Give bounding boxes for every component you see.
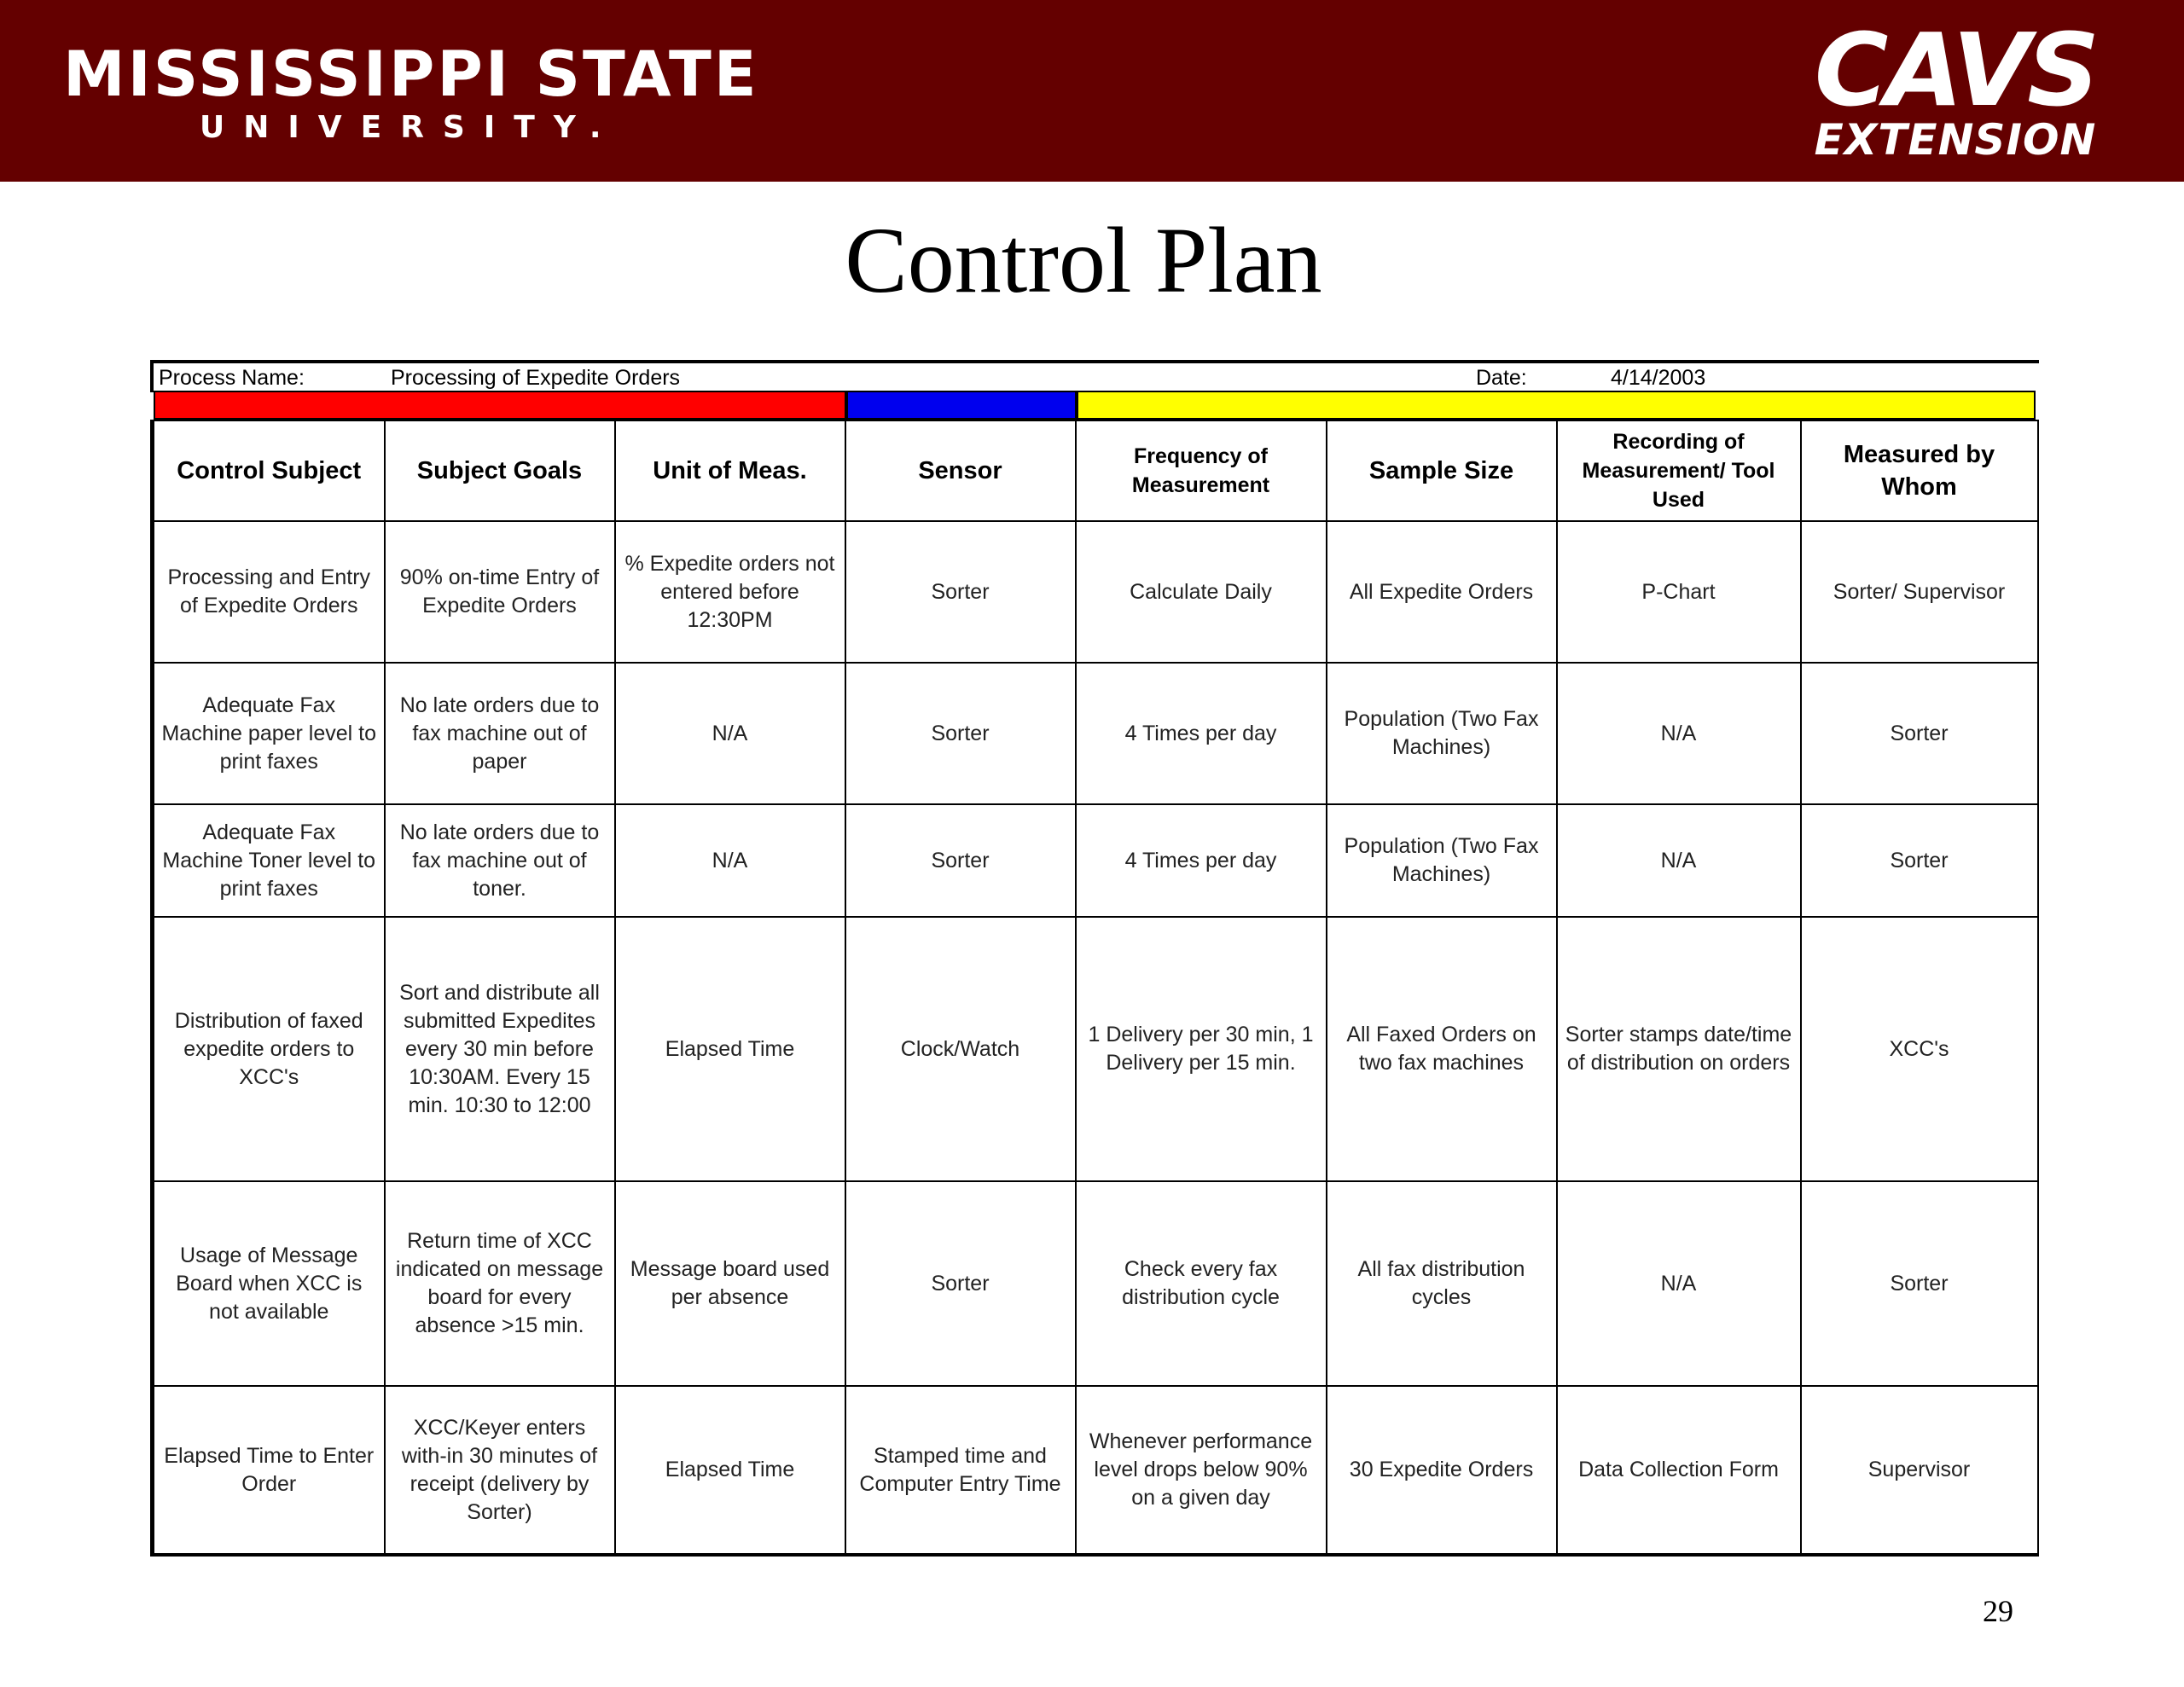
table-row — [153, 1181, 2038, 1386]
red-section-stripe — [154, 391, 846, 420]
cell-unit-of-meas: Message board used per absence — [615, 1181, 845, 1386]
process-name-value: Processing of Expedite Orders — [391, 366, 681, 390]
cell-sample-size: 30 Expedite Orders — [1327, 1386, 1557, 1555]
cell-unit-of-meas: N/A — [615, 804, 845, 917]
col-header-sample-size: Sample Size — [1327, 420, 1557, 521]
cell-sensor: Sorter — [845, 804, 1076, 917]
cell-sample-size: Population (Two Fax Machines) — [1327, 663, 1557, 804]
cell-frequency: Check every fax distribution cycle — [1076, 1181, 1327, 1386]
cell-sample-size: All Expedite Orders — [1327, 521, 1557, 663]
col-header-sensor: Sensor — [845, 420, 1076, 521]
col-header-frequency: Frequency of Measurement — [1076, 420, 1327, 521]
cavs-logo-line1: CAVS — [1814, 11, 2097, 129]
col-header-subject-goals: Subject Goals — [385, 420, 615, 521]
cell-sample-size: Population (Two Fax Machines) — [1327, 804, 1557, 917]
date-label: Date: — [1476, 366, 1527, 390]
cell-measured-by: Sorter — [1801, 663, 2038, 804]
page-number: 29 — [1983, 1594, 2013, 1628]
table-header-row — [153, 420, 2038, 521]
page-title: Control Plan — [845, 208, 1322, 312]
cell-unit-of-meas: N/A — [615, 663, 845, 804]
cell-subject-goals: Sort and distribute all submitted Expedites every 30 min before 10:30AM. Every 15 min. 10:30 to 12:00 — [385, 917, 615, 1181]
cell-measured-by: Sorter/ Supervisor — [1801, 521, 2038, 663]
msu-logo — [63, 38, 759, 147]
blue-section-stripe — [846, 391, 1077, 420]
cell-frequency: 4 Times per day — [1076, 804, 1327, 917]
cell-sample-size: All fax distribution cycles — [1327, 1181, 1557, 1386]
col-header-measured-by: Measured by Whom — [1801, 420, 2038, 521]
cell-sensor: Sorter — [845, 1181, 1076, 1386]
cell-subject-goals: Return time of XCC indicated on message board for every absence >15 min. — [385, 1181, 615, 1386]
cell-sensor: Stamped time and Computer Entry Time — [845, 1386, 1076, 1555]
cavs-logo-line2: EXTENSION — [1814, 115, 2097, 165]
cell-measured-by: Sorter — [1801, 1181, 2038, 1386]
cell-recording: P-Chart — [1557, 521, 1801, 663]
table-row — [153, 917, 2038, 1181]
msu-logo-line2: UNIVERSITY. — [200, 110, 620, 145]
cell-subject-goals: 90% on-time Entry of Expedite Orders — [385, 521, 615, 663]
cell-frequency: 4 Times per day — [1076, 663, 1327, 804]
cell-subject-goals: No late orders due to fax machine out of paper — [385, 663, 615, 804]
cell-subject-goals: No late orders due to fax machine out of toner. — [385, 804, 615, 917]
cell-sample-size: All Faxed Orders on two fax machines — [1327, 917, 1557, 1181]
cell-measured-by: Sorter — [1801, 804, 2038, 917]
cell-recording: N/A — [1557, 804, 1801, 917]
table-row — [153, 663, 2038, 804]
cell-control-subject: Adequate Fax Machine Toner level to print faxes — [153, 804, 385, 917]
cell-control-subject: Processing and Entry of Expedite Orders — [153, 521, 385, 663]
cell-control-subject: Distribution of faxed expedite orders to XCC's — [153, 917, 385, 1181]
cell-unit-of-meas: % Expedite orders not entered before 12:30PM — [615, 521, 845, 663]
col-header-recording: Recording of Measurement/ Tool Used — [1557, 420, 1801, 521]
cell-control-subject: Elapsed Time to Enter Order — [153, 1386, 385, 1555]
table-row — [153, 804, 2038, 917]
cell-recording: N/A — [1557, 1181, 1801, 1386]
cavs-logo — [1768, 11, 2143, 165]
cell-measured-by: Supervisor — [1801, 1386, 2038, 1555]
table-row — [153, 1386, 2038, 1555]
yellow-section-stripe — [1077, 391, 2036, 420]
table-row — [153, 521, 2038, 663]
cell-recording: Data Collection Form — [1557, 1386, 1801, 1555]
cell-sensor: Sorter — [845, 663, 1076, 804]
control-plan-table — [150, 420, 2039, 1557]
cell-unit-of-meas: Elapsed Time — [615, 917, 845, 1181]
date-value: 4/14/2003 — [1611, 366, 1706, 390]
cell-sensor: Sorter — [845, 521, 1076, 663]
col-header-control-subject: Control Subject — [153, 420, 385, 521]
cell-measured-by: XCC's — [1801, 917, 2038, 1181]
cell-recording: Sorter stamps date/time of distribution on orders — [1557, 917, 1801, 1181]
process-name-label: Process Name: — [159, 366, 305, 390]
cell-sensor: Clock/Watch — [845, 917, 1076, 1181]
process-info-bar — [150, 360, 2039, 392]
header-banner — [0, 0, 2184, 182]
cell-frequency: Whenever performance level drops below 90% on a given day — [1076, 1386, 1327, 1555]
msu-logo-line1: MISSISSIPPI STATE — [63, 38, 759, 111]
cell-control-subject: Adequate Fax Machine paper level to print faxes — [153, 663, 385, 804]
col-header-unit-of-meas: Unit of Meas. — [615, 420, 845, 521]
cell-unit-of-meas: Elapsed Time — [615, 1386, 845, 1555]
cell-recording: N/A — [1557, 663, 1801, 804]
cell-subject-goals: XCC/Keyer enters with-in 30 minutes of receipt (delivery by Sorter) — [385, 1386, 615, 1555]
cell-control-subject: Usage of Message Board when XCC is not available — [153, 1181, 385, 1386]
cell-frequency: 1 Delivery per 30 min, 1 Delivery per 15 min. — [1076, 917, 1327, 1181]
cell-frequency: Calculate Daily — [1076, 521, 1327, 663]
